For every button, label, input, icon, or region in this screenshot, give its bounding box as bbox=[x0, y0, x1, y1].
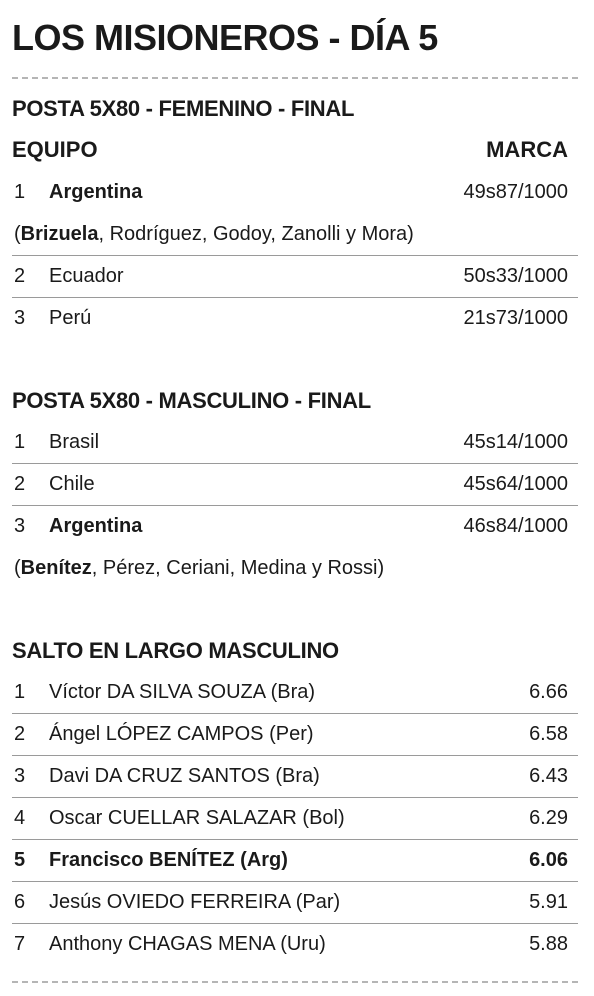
section-heading-men-relay: POSTA 5X80 - MASCULINO - FINAL bbox=[12, 388, 371, 413]
section-heading-long-jump: SALTO EN LARGO MASCULINO bbox=[12, 638, 339, 663]
row-athlete: Davi DA CRUZ SANTOS (Bra) bbox=[49, 765, 320, 787]
row-team: Argentina bbox=[49, 515, 143, 537]
table-row-highlighted bbox=[12, 840, 578, 882]
row-athlete: Oscar CUELLAR SALAZAR (Bol) bbox=[49, 807, 345, 829]
row-mark: 5.88 bbox=[529, 933, 568, 955]
row-mark: 5.91 bbox=[529, 891, 568, 913]
row-mark: 50s33/1000 bbox=[463, 265, 568, 287]
row-mark: 6.66 bbox=[529, 681, 568, 703]
row-mark: 6.06 bbox=[529, 849, 568, 871]
table-row bbox=[12, 256, 578, 298]
row-position: 2 bbox=[14, 473, 26, 495]
members-rest: , Pérez, Ceriani, Medina y Rossi) bbox=[91, 557, 385, 579]
row-mark: 46s84/1000 bbox=[463, 515, 568, 537]
column-header-team: EQUIPO bbox=[12, 137, 98, 162]
row-team: Perú bbox=[49, 307, 92, 329]
dashed-divider-top bbox=[12, 77, 578, 79]
row-team: Argentina bbox=[49, 181, 143, 203]
members-highlight: Benítez bbox=[20, 557, 92, 579]
row-position: 1 bbox=[14, 431, 26, 453]
table-row bbox=[12, 172, 578, 214]
row-position: 3 bbox=[14, 765, 26, 787]
row-team: Chile bbox=[49, 473, 95, 495]
page-title: LOS MISIONEROS - DÍA 5 bbox=[12, 17, 438, 58]
row-position: 3 bbox=[14, 307, 26, 329]
team-members bbox=[12, 214, 578, 256]
table-row bbox=[12, 714, 578, 756]
row-position: 3 bbox=[14, 515, 26, 537]
members-open: ( bbox=[14, 557, 21, 579]
row-mark: 45s14/1000 bbox=[463, 431, 568, 453]
row-mark: 6.43 bbox=[529, 765, 568, 787]
row-position: 1 bbox=[14, 181, 26, 203]
table-row bbox=[12, 798, 578, 840]
row-team: Brasil bbox=[49, 431, 100, 453]
row-position: 6 bbox=[14, 891, 26, 913]
table-row bbox=[12, 882, 578, 924]
row-athlete: Ángel LÓPEZ CAMPOS (Per) bbox=[49, 723, 314, 745]
row-athlete: Víctor DA SILVA SOUZA (Bra) bbox=[49, 681, 316, 703]
table-row bbox=[12, 298, 578, 340]
members-rest: , Rodríguez, Godoy, Zanolli y Mora) bbox=[98, 223, 414, 245]
column-header-mark: MARCA bbox=[486, 137, 568, 162]
row-position: 7 bbox=[14, 933, 26, 955]
dashed-divider-bottom bbox=[12, 981, 578, 983]
row-mark: 45s64/1000 bbox=[463, 473, 568, 495]
table-row bbox=[12, 924, 578, 966]
row-position: 2 bbox=[14, 265, 26, 287]
row-position: 1 bbox=[14, 681, 26, 703]
table-row bbox=[12, 422, 578, 464]
table-row bbox=[12, 464, 578, 506]
row-mark: 6.58 bbox=[529, 723, 568, 745]
row-position: 2 bbox=[14, 723, 26, 745]
row-mark: 6.29 bbox=[529, 807, 568, 829]
row-mark: 49s87/1000 bbox=[463, 181, 568, 203]
row-athlete: Anthony CHAGAS MENA (Uru) bbox=[49, 933, 326, 955]
members-open: ( bbox=[14, 223, 21, 245]
row-athlete: Jesús OVIEDO FERREIRA (Par) bbox=[49, 891, 341, 913]
row-athlete: Francisco BENÍTEZ (Arg) bbox=[49, 849, 288, 871]
row-position: 4 bbox=[14, 807, 26, 829]
team-members bbox=[12, 548, 578, 590]
members-highlight: Brizuela bbox=[20, 223, 99, 245]
table-row bbox=[12, 672, 578, 714]
row-position: 5 bbox=[14, 849, 26, 871]
row-team: Ecuador bbox=[49, 265, 124, 287]
row-mark: 21s73/1000 bbox=[463, 307, 568, 329]
table-row bbox=[12, 756, 578, 798]
table-row bbox=[12, 506, 578, 548]
section-heading-women-relay: POSTA 5X80 - FEMENINO - FINAL bbox=[12, 96, 355, 121]
